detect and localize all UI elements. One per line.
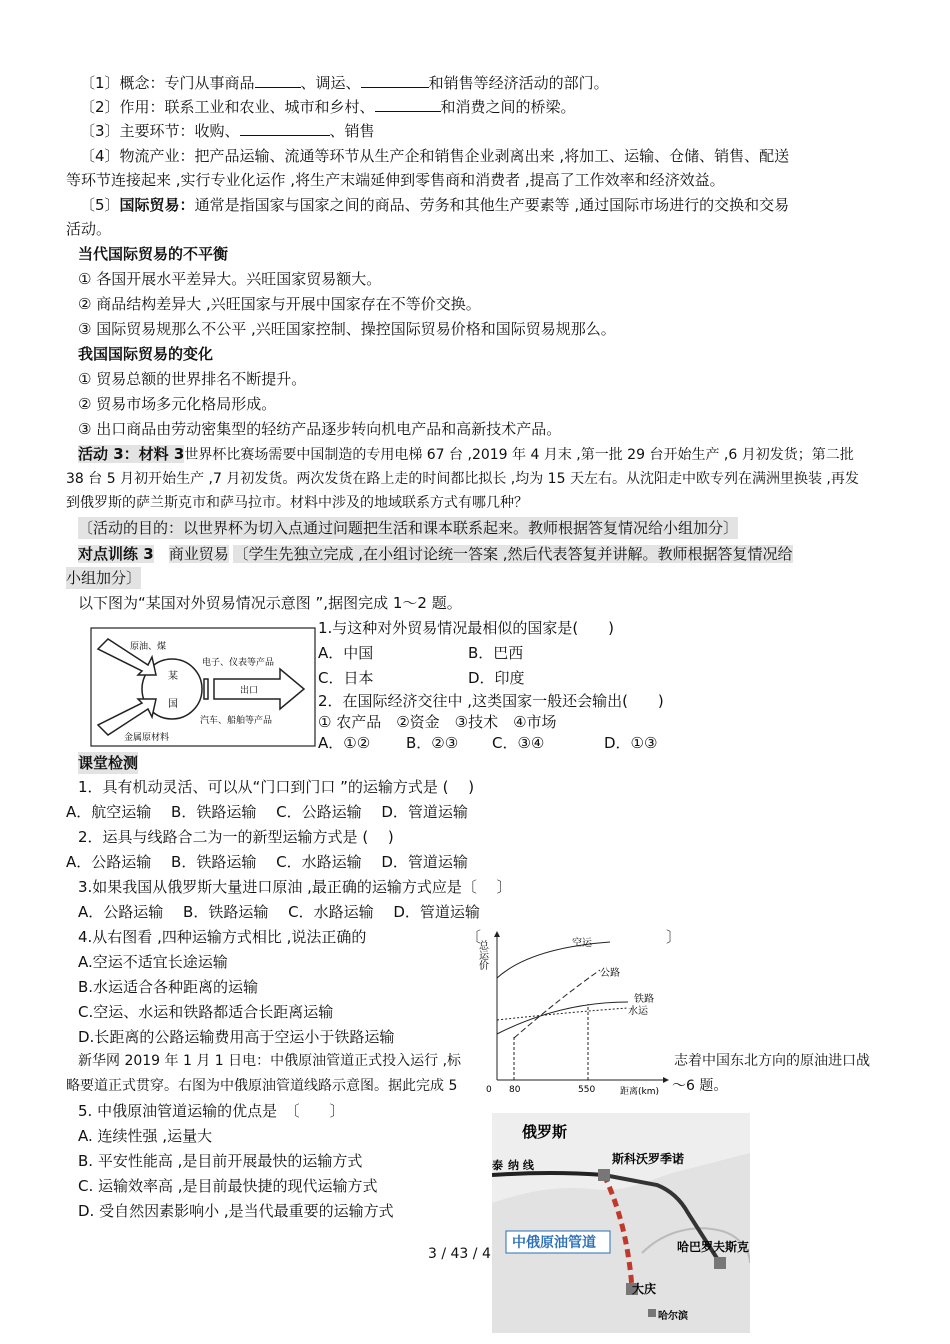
import-label-1: 原油、煤 xyxy=(130,642,167,652)
check-q4-bracket-close: 〕 xyxy=(666,928,682,946)
check-heading: 课堂检测 xyxy=(78,754,139,772)
option-d: D．①③ xyxy=(604,734,658,752)
legend-water: 水运 xyxy=(628,1006,648,1017)
pipeline-map xyxy=(492,1113,750,1333)
check-q5-c: C. 运输效率高 ,是目前最快捷的现代运输方式 xyxy=(78,1177,378,1195)
check-q4: 4.从右图看 ,四种运输方式相比 ,说法正确的 xyxy=(78,928,367,946)
legend-road: 公路 xyxy=(600,968,620,979)
news-line-2a: 略要道正式贯穿。右图为中俄原油管道线路示意图。据此完成 5 xyxy=(66,1078,458,1094)
check-q5: 5. 中俄原油管道运输的优点是 〔 〕 xyxy=(78,1102,345,1120)
activity3-line-2: 38 台 5 月初开始生产 ,7 月初发货。两次发货在路上走的时间都比拟长 ,均为 15 天左右。从沈阳走中欧专列在满洲里换装 ,再发 xyxy=(66,471,859,487)
option-c: C．③④ xyxy=(492,734,545,752)
country-label-1: 某 xyxy=(168,671,178,682)
option-a: A．①② xyxy=(318,734,371,752)
logistics-line: 〔4〕物流产业：把产品运输、流通等环节从生产企和销售企业剥离出来 ,将加工、运输、仓储、销售、配送 xyxy=(80,147,790,165)
road-curve xyxy=(514,970,600,1038)
check-q4-bracket-open: 〔 xyxy=(466,928,482,946)
check-q2-options: A．公路运输 B．铁路运输 C．水路运输 D．管道运输 xyxy=(66,853,468,871)
x-axis-label: 距离(km) xyxy=(620,1087,660,1097)
training3-note-2: 小组加分〕 xyxy=(66,569,142,587)
training3-line: 对点训练 3 商业贸易 〔学生先独立完成 ,在小组讨论统一答案 ,然后代表答复并讲解。教师根据答复情况给 xyxy=(78,545,793,563)
transport-cost-chart xyxy=(470,928,670,1100)
check-q5-b: B. 平安性能高 ,是目前开展最快的运输方式 xyxy=(78,1152,363,1170)
check-q5-a: A. 连续性强 ,运量大 xyxy=(78,1127,213,1145)
list-item: ③ 出口商品由劳动密集型的轻纺产品逐步转向机电产品和高新技术产品。 xyxy=(78,420,562,438)
activity3-line-3: 到俄罗斯的萨兰斯克市和萨马拉市。材料中涉及的地域联系方式有哪几种？ xyxy=(66,495,528,511)
station-marker xyxy=(714,1257,726,1269)
check-q4-c: C.空运、水运和铁路都适合长距离运输 xyxy=(78,1003,334,1021)
import-label-2: 金属原材料 xyxy=(124,733,170,743)
function-line: 〔2〕作用：联系工业和农业、城市和乡村、 和消费之间的桥梁。 xyxy=(80,98,576,116)
check-q5-d: D. 受自然因素影响小 ,是当代最重要的运输方式 xyxy=(78,1202,394,1220)
activity3-purpose: 〔活动的目的：以世界杯为切入点通过问题把生活和课本联系起来。教师根据答复情况给小组加分〕 xyxy=(78,519,739,537)
concept-line: 〔1〕概念：专门从事商品 、调运、 和销售等经济活动的部门。 xyxy=(80,74,609,92)
x-tick-label: 80 xyxy=(509,1085,521,1095)
trade-diagram xyxy=(90,627,316,747)
news-line-1b: 志着中国东北方向的原油进口战 xyxy=(674,1053,870,1069)
x-tick-label: 550 xyxy=(578,1085,596,1095)
check-q3: 3.如果我国从俄罗斯大量进口原油 ,最正确的运输方式应是〔 〕 xyxy=(78,878,512,896)
question-2-items: ① 农产品 ②资金 ③技术 ④市场 xyxy=(318,713,557,731)
imbalance-heading: 当代国际贸易的不平衡 xyxy=(78,245,229,263)
question-1: 1.与这种对外贸易情况最相似的国家是( ) xyxy=(318,619,615,637)
rail-curve xyxy=(497,1002,628,1034)
legend-rail: 铁路 xyxy=(634,994,654,1005)
map-city-label: 大庆 xyxy=(632,1282,657,1296)
export-goods-1: 电子、仪表等产品 xyxy=(202,658,275,668)
changes-heading: 我国国际贸易的变化 xyxy=(78,345,214,363)
news-line-1a: 新华网 2019 年 1 月 1 日电：中俄原油管道正式投入运行 ,标 xyxy=(78,1053,462,1069)
page-number: 3 / 43 / 4 xyxy=(428,1246,491,1262)
intl-trade-line-2: 活动。 xyxy=(66,220,112,238)
map-country-label: 俄罗斯 xyxy=(522,1123,568,1141)
list-item: ② 商品结构差异大 ,兴旺国家与开展中国家存在不等价交换。 xyxy=(78,295,481,313)
map-line-label: 纳 线 xyxy=(508,1159,534,1172)
check-q3-options: A．公路运输 B．铁路运输 C．水路运输 D．管道运输 xyxy=(78,903,480,921)
check-q1: 1．具有机动灵活、可以从“门口到门口 ”的运输方式是 ( ) xyxy=(78,778,475,796)
list-item: ③ 国际贸易规那么不公平 ,兴旺国家控制、操控国际贸易价格和国际贸易规那么。 xyxy=(78,320,616,338)
air-curve xyxy=(497,942,610,978)
news-line-2b: ～6 题。 xyxy=(672,1078,728,1094)
check-q4-a: A.空运不适宜长途运输 xyxy=(78,953,228,971)
station-marker xyxy=(598,1169,610,1181)
export-label: 出口 xyxy=(240,686,259,696)
option-b: B．巴西 xyxy=(468,644,524,662)
option-b: B．②③ xyxy=(406,734,459,752)
option-c: C．日本 xyxy=(318,669,374,687)
training3-intro: 以下图为“某国对外贸易情况示意图 ”,据图完成 1～2 题。 xyxy=(78,594,462,612)
check-q4-d: D.长距离的公路运输费用高于空运小于铁路运输 xyxy=(78,1028,395,1046)
check-q4-b: B.水运适合各种距离的运输 xyxy=(78,978,259,996)
map-city-label: 斯科沃罗季诺 xyxy=(612,1152,685,1166)
country-label-2: 国 xyxy=(168,699,178,710)
map-city-label: 哈尔滨 xyxy=(658,1311,688,1322)
station-marker xyxy=(648,1309,656,1317)
question-2: 2．在国际经济交往中 ,这类国家一般还会输出( ) xyxy=(318,692,664,710)
export-goods-2: 汽车、船舶等产品 xyxy=(200,716,273,726)
y-axis-label: 总运价 xyxy=(476,940,488,970)
taishet-nakhodka-line xyxy=(492,1173,604,1175)
logistics-line-2: 等环节连接起来 ,实行专业化运作 ,将生产末端延伸到零售商和消费者 ,提高了工作效率和经济效益。 xyxy=(66,171,725,189)
intl-trade-line: 〔5〕国际贸易：通常是指国家与国家之间的商品、劳务和其他生产要素等 ,通过国际市场进行的交换和交易 xyxy=(80,196,790,214)
list-item: ① 贸易总额的世界排名不断提升。 xyxy=(78,370,307,388)
list-item: ② 贸易市场多元化格局形成。 xyxy=(78,395,277,413)
check-q2: 2．运具与线路合二为一的新型运输方式是 ( ) xyxy=(78,828,394,846)
map-line-prefix: 泰 xyxy=(492,1159,503,1172)
activity3-line-1: 活动 3：材料 3世界杯比赛场需要中国制造的专用电梯 67 台 ,2019 年 4 月末 ,第一批 29 台开始生产 ,6 月初发货；第二批 xyxy=(78,445,854,463)
legend-air: 空运 xyxy=(572,938,592,949)
links-line: 〔3〕主要环节：收购、 、销售 xyxy=(80,122,375,140)
option-d: D．印度 xyxy=(468,669,525,687)
origin-label: 0 xyxy=(486,1085,492,1095)
map-city-label: 哈巴罗夫斯克 xyxy=(677,1240,750,1254)
pipeline-label: 中俄原油管道 xyxy=(512,1235,596,1251)
list-item: ① 各国开展水平差异大。兴旺国家贸易额大。 xyxy=(78,270,382,288)
option-a: A．中国 xyxy=(318,644,374,662)
check-q1-options: A．航空运输 B．铁路运输 C．公路运输 D．管道运输 xyxy=(66,803,468,821)
